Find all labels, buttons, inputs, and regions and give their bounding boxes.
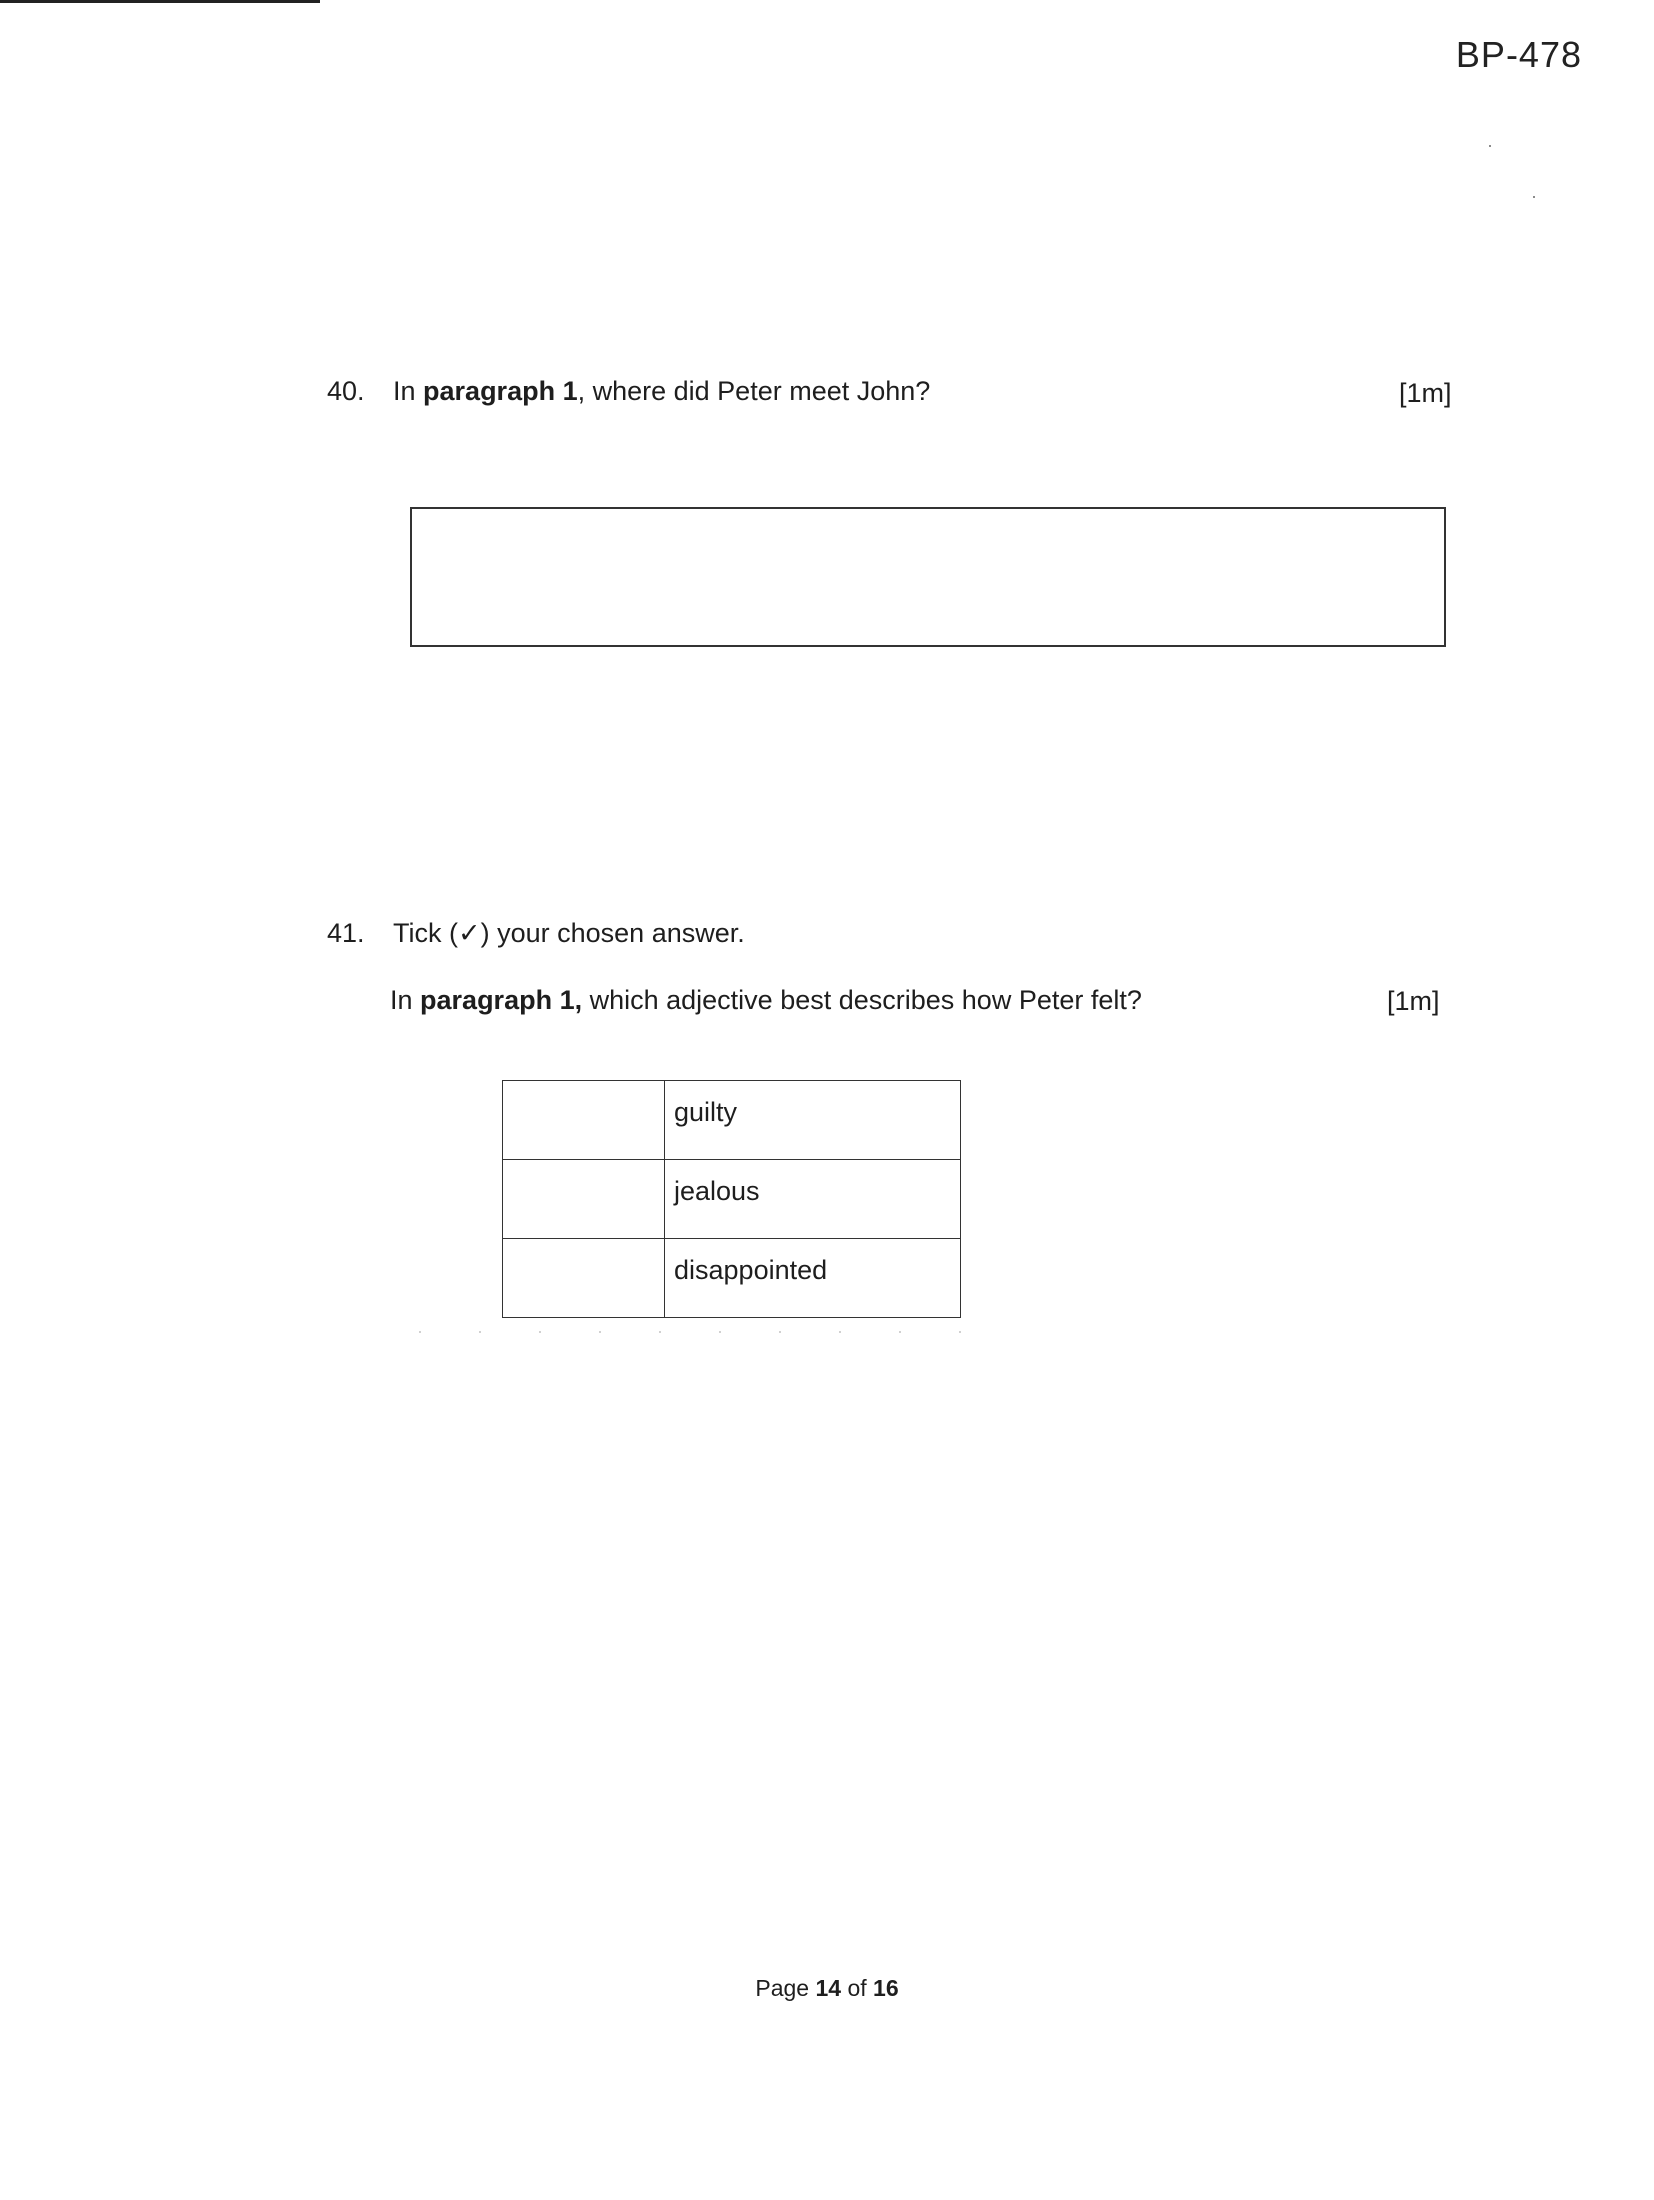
question-41-prompt xyxy=(390,985,1142,1016)
tick-box[interactable] xyxy=(503,1239,665,1318)
question-number: 41. xyxy=(327,918,365,948)
question-number: 40. xyxy=(327,376,365,406)
page-footer: Page 14 of 16 xyxy=(755,1975,899,2001)
option-label: jealous xyxy=(665,1160,961,1239)
document-code: BP-478 xyxy=(1455,34,1582,75)
question-40 xyxy=(327,376,930,407)
option-row xyxy=(503,1160,961,1239)
option-row xyxy=(503,1239,961,1318)
scan-speck xyxy=(1533,196,1535,198)
scan-speck xyxy=(1489,145,1491,147)
tick-box[interactable] xyxy=(503,1081,665,1160)
question-40-marks: [1m] xyxy=(1399,378,1452,408)
question-41 xyxy=(327,918,745,949)
question-text: In paragraph 1, which adjective best describes how Peter felt? xyxy=(390,985,1142,1015)
question-instruction: Tick (✓) your chosen answer. xyxy=(393,918,745,948)
question-text: In paragraph 1, where did Peter meet John? xyxy=(393,376,931,406)
option-row xyxy=(503,1081,961,1160)
scan-dots xyxy=(390,1331,1000,1333)
tick-box[interactable] xyxy=(503,1160,665,1239)
answer-box[interactable] xyxy=(410,507,1446,647)
option-label: disappointed xyxy=(665,1239,961,1318)
option-label: guilty xyxy=(665,1081,961,1160)
question-41-marks: [1m] xyxy=(1387,986,1440,1016)
top-rule xyxy=(0,0,320,3)
options-table xyxy=(502,1080,961,1318)
